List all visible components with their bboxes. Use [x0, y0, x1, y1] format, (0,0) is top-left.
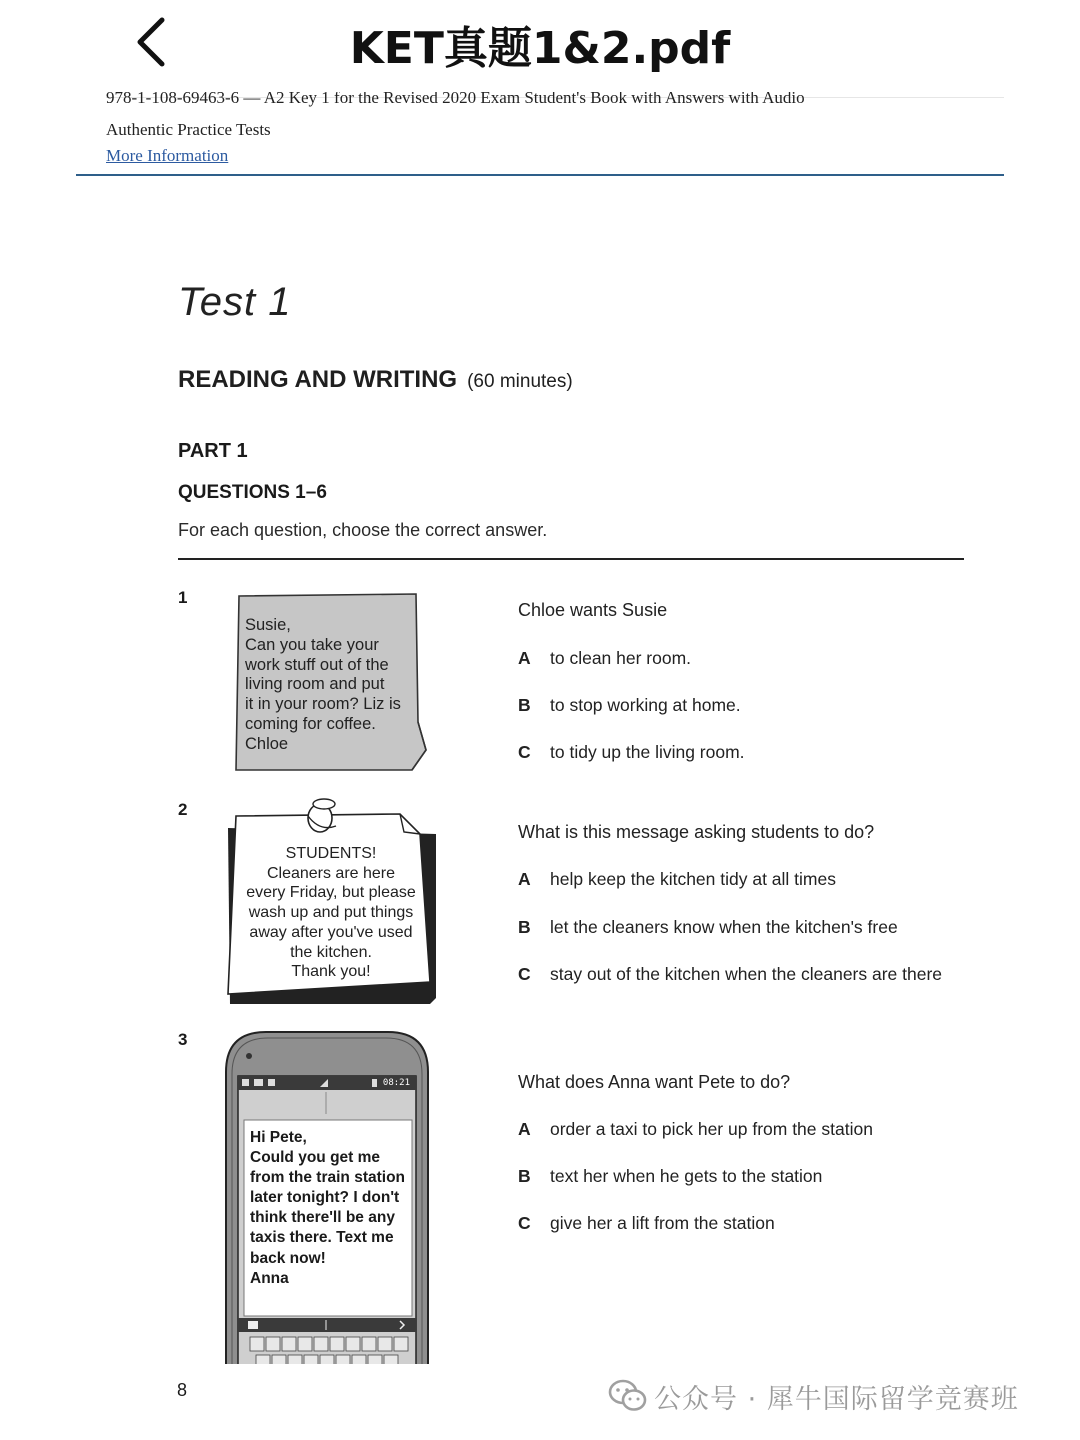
pinned-notice	[224, 798, 436, 1004]
more-information-link[interactable]: More Information	[106, 146, 229, 165]
section-duration: (60 minutes)	[467, 371, 573, 392]
header-rule	[76, 174, 1004, 176]
watermark: 公众号 · 犀牛国际留学竞赛班	[608, 1374, 1019, 1418]
answer-option[interactable]: A order a taxi to pick her up from the station	[518, 1119, 873, 1139]
answer-option[interactable]: B text her when he gets to the station	[518, 1166, 823, 1186]
top-bar	[0, 0, 1080, 90]
notice-text: STUDENTS! Cleaners are here every Friday, but please wash up and put things away after you've used the kitchen. Thank you!	[246, 845, 416, 981]
wechat-icon	[608, 1379, 648, 1413]
phone-illustration	[224, 1030, 430, 1364]
phone-clock: 08:21	[382, 1078, 410, 1088]
answer-option[interactable]: C give her a lift from the station	[518, 1213, 775, 1233]
question-number: 3	[178, 1030, 188, 1049]
instruction-rule	[178, 558, 964, 560]
answer-option[interactable]: B to stop working at home.	[518, 695, 741, 715]
document-title: KET真题1&2.pdf	[349, 23, 731, 74]
section-heading: READING AND WRITING (60 minutes)	[178, 366, 573, 393]
question-stem: Chloe wants Susie	[518, 600, 668, 620]
question-stem: What is this message asking students to do?	[518, 822, 875, 842]
page-number: 8	[177, 1380, 188, 1400]
sticky-note	[234, 592, 428, 772]
isbn-line: 978-1-108-69463-6 — A2 Key 1 for the Revised 2020 Exam Student's Book with Answers with Audio	[106, 92, 805, 107]
question-number: 1	[178, 588, 188, 607]
book-subtitle: Authentic Practice Tests	[106, 120, 271, 139]
note-text: Susie, Can you take your work stuff out of the living room and put it in your room? Liz is coming for coffee. Chloe	[245, 616, 401, 753]
answer-option[interactable]: A help keep the kitchen tidy at all times	[518, 869, 836, 889]
answer-option[interactable]: B let the cleaners know when the kitchen's free	[518, 917, 898, 937]
instruction-text: For each question, choose the correct answer.	[178, 520, 548, 540]
answer-option[interactable]: A to clean her room.	[518, 648, 692, 668]
answer-option[interactable]: C to tidy up the living room.	[518, 742, 745, 762]
answer-option[interactable]: C stay out of the kitchen when the cleaners are there	[518, 964, 943, 984]
question-number: 2	[178, 800, 188, 819]
question-stem: What does Anna want Pete to do?	[518, 1072, 791, 1092]
text-message: Hi Pete, Could you get me from the train station later tonight? I don't think there'll be any taxis there. Text me back now! Anna	[250, 1129, 406, 1287]
part-heading: PART 1	[178, 440, 248, 462]
questions-heading: QUESTIONS 1–6	[178, 482, 327, 503]
test-title: Test 1	[178, 280, 292, 324]
